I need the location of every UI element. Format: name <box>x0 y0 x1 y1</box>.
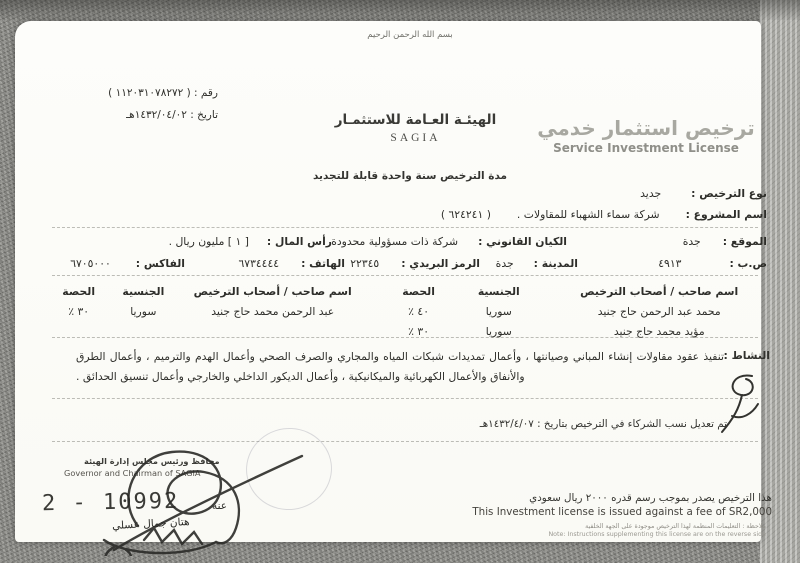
partner-nationality: سوريا <box>130 304 157 318</box>
license-title-english: Service Investment License <box>553 141 739 155</box>
divider <box>52 398 758 399</box>
legal-entity-value: شركة ذات مسؤولية محدودة <box>331 235 459 248</box>
header-nationality: الجنسية <box>477 284 520 298</box>
handwritten-serial-number: 2 - 10992 <box>41 488 180 517</box>
field-po-box <box>658 257 767 270</box>
field-location <box>683 235 767 248</box>
project-number: ( ٦٢٤٢٤١ ) <box>440 208 491 221</box>
project-name-value: شركة سماء الشهباء للمقاولات . <box>516 208 660 221</box>
signer-name: هتان جمال عسلي <box>111 515 190 533</box>
phone-value: ٦٧٣٤٤٤٤ <box>238 257 280 270</box>
legal-entity-label: الكيان القانوني : <box>478 235 567 248</box>
location-label: الموقع : <box>722 235 767 248</box>
partner-share: ٣٠ ٪ <box>408 324 429 338</box>
divider <box>52 227 758 228</box>
scan-edge-top <box>0 0 800 20</box>
fax-value: ٦٧٠٥٠٠٠ <box>70 257 111 270</box>
capital-label: رأس المال : <box>266 235 332 248</box>
partners-table-right <box>388 281 770 341</box>
fee-statement-english: This Investment license is issued against a fee of SR2,000 <box>472 506 772 518</box>
field-postal-code <box>350 257 480 270</box>
postal-code-label: الرمز البريدي : <box>401 257 480 270</box>
header-nationality: الجنسية <box>122 284 165 298</box>
partner-row <box>388 321 770 341</box>
field-city <box>496 257 578 270</box>
capital-value: [ ١ ] مليون ريال . <box>168 235 249 248</box>
license-title-block <box>532 116 760 155</box>
partner-nationality: سوريا <box>485 304 512 318</box>
fax-label: الفاكس : <box>135 257 185 270</box>
amendment-note: تم تعديل نسب الشركاء في الترخيص بتاريخ : ١٤٣٢/٤/٠٧هـ <box>479 418 727 430</box>
activity-text: تنفيذ عقود مقاولات إنشاء المباني وصيانتها ، وأعمال تمديدات شبكات المياه والمجاري والصرف الصحي وأعمال الهدم والترميم ، وأعمال الطرق والأنفاق والأعمال الكهربائية والميكانيكية ، وأعمال الديكور الداخلي والخارجي وأعمال تنسيق الحدائق . <box>76 350 724 383</box>
city-value: جدة <box>495 257 514 270</box>
partner-nationality: سوريا <box>485 324 512 338</box>
po-box-value: ٤٩١٣ <box>658 257 682 270</box>
reverse-side-note-arabic: ملاحظة : التعليمات المنظمة لهذا الترخيص موجودة على الجهة الخلفية <box>585 523 766 530</box>
partner-row <box>388 301 770 321</box>
partner-name: عبد الرحمن محمد حاج جنيد <box>211 304 335 318</box>
fee-statement-arabic: هذا الترخيص يصدر بموجب رسم قدره ٢٠٠٠ ريال سعودي <box>529 492 772 504</box>
header-share: الحصة <box>402 284 435 298</box>
basmala-text: بسم الله الرحمن الرحيم <box>367 30 453 40</box>
license-duration-line: مدة الترخيص سنة واحدة قابلة للتجديد <box>312 170 508 182</box>
partner-name: مؤيد محمد حاج جنيد <box>613 324 705 338</box>
issue-date: تاريخ : ١٤٣٢/٠٤/٠٢هـ <box>126 109 218 121</box>
partner-share: ٤٠ ٪ <box>408 304 429 318</box>
field-fax <box>70 257 185 270</box>
po-box-label: ص.ب : <box>729 257 767 270</box>
header-share: الحصة <box>62 284 96 298</box>
phone-label: الهاتف : <box>301 257 345 270</box>
postal-code-value: ٢٢٣٤٥ <box>350 257 380 270</box>
partner-row <box>54 301 362 321</box>
authority-name-english: SAGIA <box>390 132 441 144</box>
partners-table-header <box>388 281 770 301</box>
partners-table-left <box>54 281 362 321</box>
field-capital <box>169 235 332 248</box>
governor-title-english: Governor and Chairman of SAGIA <box>64 468 201 478</box>
location-value: جدة <box>682 235 701 248</box>
header-holder-name: اسم صاحب / أصحاب الترخيص <box>193 284 352 298</box>
field-license-type <box>640 187 767 200</box>
reverse-side-note-english: Note: Instructions supplementing this license are on the reverse side <box>548 531 766 538</box>
field-phone <box>238 257 345 270</box>
field-project-name <box>441 208 767 221</box>
field-legal-entity <box>331 235 567 248</box>
handwritten-initial-icon <box>712 366 770 438</box>
project-name-label: اسم المشروع : <box>685 208 767 221</box>
partner-share: ٣٠ ٪ <box>68 304 90 318</box>
partners-table-header <box>54 281 362 301</box>
divider <box>52 275 758 276</box>
license-title-arabic: ترخيص استثمار خدمي <box>537 116 755 140</box>
divider <box>52 337 758 338</box>
authority-header <box>318 112 513 144</box>
city-label: المدينة : <box>533 257 578 270</box>
governor-title-arabic: محافظ ورئيس مجلس إدارة الهيئة <box>84 456 220 466</box>
license-type-value: جديد <box>640 187 662 200</box>
signature-icon <box>86 428 326 556</box>
reference-block <box>108 82 218 126</box>
partner-name: محمد عبد الرحمن حاج جنيد <box>597 304 721 318</box>
on-behalf-text: عنه <box>212 500 228 512</box>
license-type-label: نوع الترخيص : <box>691 187 767 200</box>
header-holder-name: اسم صاحب / أصحاب الترخيص <box>580 284 739 298</box>
activity-label: النشاط : <box>723 349 770 362</box>
reference-number: رقم : ( ١١٢٠٣١٠٧٨٢٧٢ ) <box>108 87 218 99</box>
authority-name-arabic: الهيئـة العـامة للاستثمـار <box>334 112 497 128</box>
